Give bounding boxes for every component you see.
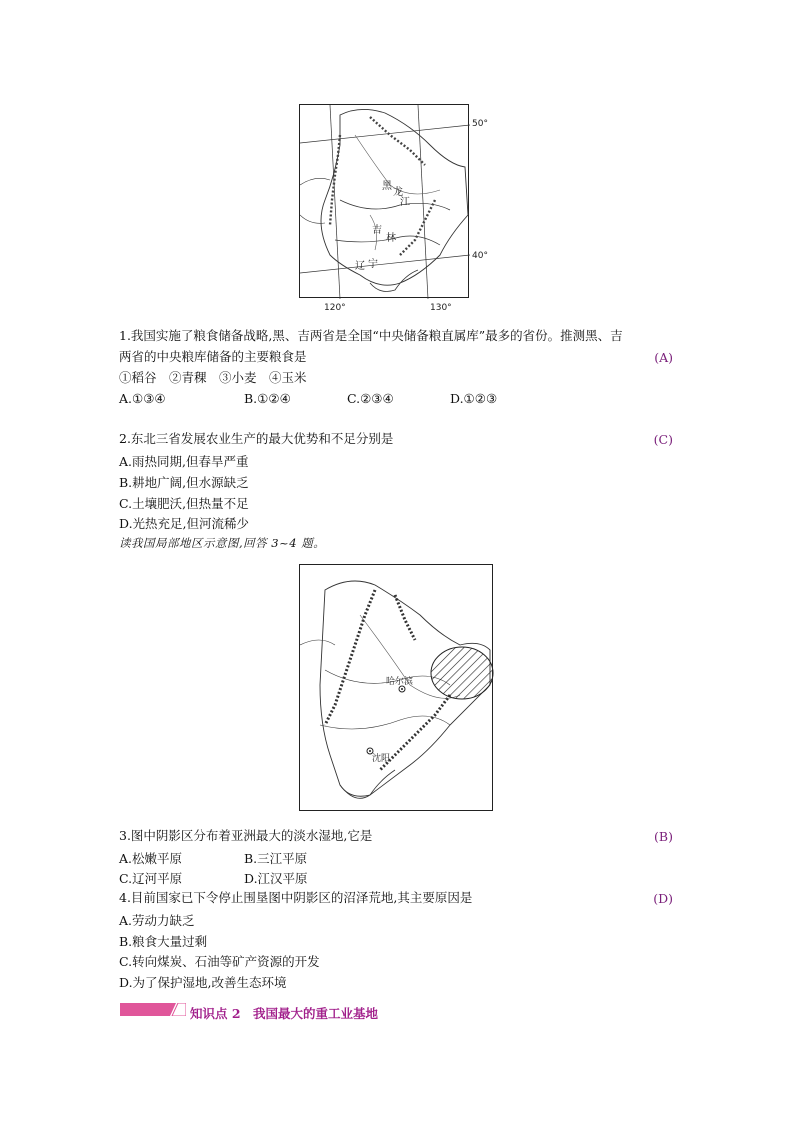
- map1-lon-120: 120°: [324, 303, 346, 313]
- northeast-china-map: [299, 104, 488, 313]
- q3-answer: (B): [654, 829, 673, 844]
- q4-stem: 4.目前国家已下令停止围垦图中阴影区的沼泽荒地,其主要原因是: [119, 890, 473, 905]
- regional-map: [299, 564, 493, 811]
- map2-instruction: 读我国局部地区示意图,回答 3~4 题。: [119, 536, 326, 550]
- map1-label-lin: 林: [386, 233, 396, 244]
- q4-option-c: C.转向煤炭、石油等矿产资源的开发: [119, 954, 320, 969]
- q3-stem: 3.图中阴影区分布着亚洲最大的淡水湿地,它是: [119, 828, 373, 843]
- q1-answer: (A): [654, 350, 673, 365]
- q3-option-c: C.辽河平原: [119, 871, 183, 886]
- map-drawing: [300, 105, 500, 315]
- knowledge-point-title: 知识点 2 我国最大的重工业基地: [190, 1006, 379, 1021]
- q4-answer: (D): [653, 891, 673, 906]
- q4-option-b: B.粮食大量过剩: [119, 934, 208, 949]
- map1-label-hei: 黑: [382, 181, 392, 192]
- map2-city-harbin: 哈尔滨: [386, 677, 414, 687]
- map1-label-ning: 宁: [368, 259, 378, 270]
- q1-option-b: B.①②④: [244, 391, 291, 406]
- q1-option-a: A.①③④: [119, 391, 166, 406]
- q2-option-b: B.耕地广阔,但水源缺乏: [119, 475, 249, 490]
- q2-option-d: D.光热充足,但河流稀少: [119, 516, 250, 531]
- map1-label-ji: 吉: [372, 225, 382, 236]
- map1-label-long: 龙: [393, 187, 403, 198]
- q4-option-a: A.劳动力缺乏: [119, 913, 195, 928]
- map1-lat-50: 50°: [472, 119, 488, 129]
- q1-option-d: D.①②③: [450, 391, 498, 406]
- q3-option-d: D.江汉平原: [244, 871, 308, 886]
- q1-stem-line2: 两省的中央粮库储备的主要粮食是: [119, 349, 307, 364]
- map1-lat-40: 40°: [472, 251, 488, 261]
- map1-lon-130: 130°: [430, 303, 452, 313]
- q3-option-b: B.三江平原: [244, 851, 308, 866]
- map2-drawing: [300, 565, 494, 812]
- map2-city-shenyang: 沈阳: [372, 754, 391, 764]
- q3-option-a: A.松嫩平原: [119, 851, 183, 866]
- q1-stem-line1: 1.我国实施了粮食储备战略,黑、吉两省是全国“中央储备粮直属库”最多的省份。推测黑、吉: [119, 328, 623, 343]
- q4-option-d: D.为了保护湿地,改善生态环境: [119, 975, 287, 990]
- knowledge-point-marker: [120, 1003, 186, 1016]
- q2-answer: (C): [653, 432, 673, 447]
- q1-items: ①稻谷 ②青稞 ③小麦 ④玉米: [119, 370, 307, 385]
- q2-stem: 2.东北三省发展农业生产的最大优势和不足分别是: [119, 431, 394, 446]
- q1-option-c: C.②③④: [347, 391, 394, 406]
- q2-option-c: C.土壤肥沃,但热量不足: [119, 496, 249, 511]
- map1-label-liao: 辽: [355, 261, 365, 272]
- q2-option-a: A.雨热同期,但春旱严重: [119, 454, 249, 469]
- map1-label-jiang: 江: [400, 197, 410, 208]
